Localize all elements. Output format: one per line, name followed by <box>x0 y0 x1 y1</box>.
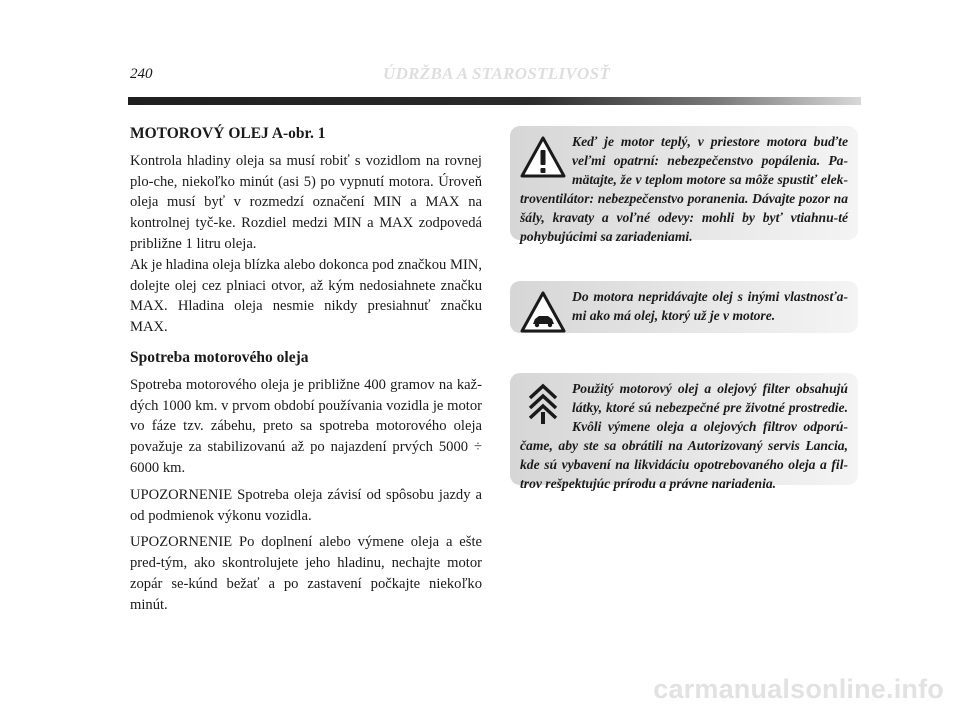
subsection-heading: Spotreba motorového oleja <box>130 348 309 366</box>
environment-box <box>510 373 858 491</box>
caution-text: Do motora nepridávajte olej s inými vlastnosťa-mi ako má olej, ktorý už je v motore. <box>572 289 848 323</box>
paragraph-oil-check: Kontrola hladiny oleja sa musí robiť s vozidlom na rovnej plo-che, niekoľko minút (asi 5) po vypnutí motora. Úroveň oleja musí byť v rozmedzí označení MIN a MAX na kontrolnej tyč-ke. Rozdiel medzi MIN a MAX zodpovedá približne 1 litru oleja. <box>130 152 482 252</box>
chapter-title: ÚDRŽBA A STAROSTLIVOSŤ <box>383 64 611 83</box>
environment-tree-icon <box>520 382 566 426</box>
environment-text: Použitý motorový olej a olejový filter obsahujú látky, ktoré sú nebezpečné pre životné prostredie. Kvôli výmene oleja a olejových filtrov odporú-čame, aby ste sa obrátili na Autorizovaný servis Lancia, kde sú vybavení na likvidáciu opotrebovaného oleja a fil-trov rešpektujúc prírodu a právne nariadenia. <box>520 381 848 491</box>
warning-box <box>510 126 858 244</box>
left-column <box>130 124 482 616</box>
paragraph-note-consumption: UPOZORNENIE Spotreba oleja závisí od spôsobu jazdy a od podmienok výkonu vozidla. <box>130 486 482 524</box>
watermark: carmanualsonline.info <box>653 674 944 704</box>
warning-triangle-icon <box>520 135 566 179</box>
car-caution-triangle-icon <box>520 290 566 334</box>
header-rule <box>128 97 861 105</box>
caution-box <box>510 281 858 333</box>
paragraph-note-running: UPOZORNENIE Po doplnení alebo výmene oleja a ešte pred-tým, ako skontrolujete jeho hladinu, nechajte motor zopár se-kúnd bežať a po zastavení počkajte niekoľko minút. <box>130 534 482 613</box>
paragraph-oil-consumption: Spotreba motorového oleja je približne 400 gramov na kaž-dých 1000 km. v prvom období používania vozidla je motor vo fáze tzv. zábehu, preto sa spotreba motorového oleja považuje za stabilizovanú až po najazdení prvých 5000 ÷ 6000 km. <box>130 376 482 476</box>
paragraph-oil-topup: Ak je hladina oleja blízka alebo dokonca pod značkou MIN, dolejte olej cez plniaci otvor, až kým nedosiahnete značku MAX. Hladina oleja nesmie nikdy presiahnuť značku MAX. <box>130 256 482 336</box>
section-heading: MOTOROVÝ OLEJ A-obr. 1 <box>130 125 326 142</box>
warning-text: Keď je motor teplý, v priestore motora buďte veľmi opatrní: nebezpečenstvo popálenia. Pa-mätajte, že v teplom motore sa môže spustiť elek-troventilátor: nebezpečenstvo poranenia. Dávajte pozor na šály, kravaty a voľné odevy: mohli by byť vtiahnu-té pohybujúcimi sa zariadeniami. <box>520 134 848 244</box>
page-number: 240 <box>130 66 153 82</box>
